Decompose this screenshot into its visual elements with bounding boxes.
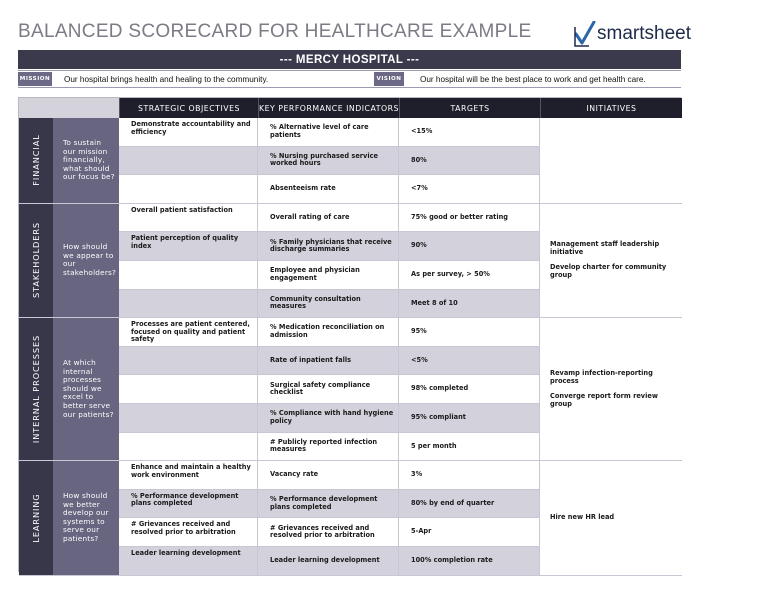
header-targets: TARGETS bbox=[399, 98, 540, 118]
perspective-text: LEARNING bbox=[31, 493, 41, 543]
strategic-objective-cell bbox=[119, 261, 258, 290]
smartsheet-logo bbox=[574, 20, 691, 48]
initiatives-cell bbox=[540, 204, 682, 318]
mission-text: Our hospital brings health and healing to the community. bbox=[64, 74, 269, 84]
initiatives-cell bbox=[540, 461, 682, 575]
logo-text: smartsheet bbox=[597, 23, 691, 44]
perspective-question: At which internal processes should we excel to better serve our patients? bbox=[53, 318, 119, 461]
kpi-cell: Overall rating of care bbox=[258, 204, 399, 233]
perspective-label bbox=[19, 204, 53, 318]
target-cell: 98% completed bbox=[399, 375, 540, 404]
strategic-objective-cell bbox=[119, 147, 258, 176]
target-cell: 5-Apr bbox=[399, 518, 540, 547]
strategic-objective-cell bbox=[119, 375, 258, 404]
target-cell: As per survey, > 50% bbox=[399, 261, 540, 290]
target-cell: <7% bbox=[399, 175, 540, 204]
perspective-question: How should we better develop our systems to serve our patients? bbox=[53, 461, 119, 575]
target-cell: 75% good or better rating bbox=[399, 204, 540, 233]
strategic-objective-cell: Leader learning development bbox=[119, 547, 258, 576]
kpi-cell: Surgical safety compliance checklist bbox=[258, 375, 399, 404]
perspective-question: How should we appear to our stakeholders? bbox=[53, 204, 119, 318]
checkmark-icon bbox=[574, 21, 596, 47]
initiative-item: Hire new HR lead bbox=[550, 513, 615, 522]
strategic-objective-cell: Overall patient satisfaction bbox=[119, 204, 258, 233]
vision-text: Our hospital will be the best place to work and get health care. bbox=[420, 74, 646, 84]
initiative-item: Revamp infection-reporting process bbox=[550, 369, 653, 385]
kpi-cell: % Compliance with hand hygiene policy bbox=[258, 404, 399, 433]
target-cell: 80% bbox=[399, 147, 540, 176]
mission-label: MISSION bbox=[18, 72, 52, 86]
strategic-objective-cell bbox=[119, 290, 258, 319]
perspective-text: FINANCIAL bbox=[31, 134, 41, 187]
initiatives-cell bbox=[540, 318, 682, 461]
header-kpis: KEY PERFORMANCE INDICATORS bbox=[258, 98, 399, 118]
kpi-cell: Community consultation measures bbox=[258, 290, 399, 319]
kpi-cell: Rate of inpatient falls bbox=[258, 347, 399, 376]
target-cell: 90% bbox=[399, 232, 540, 261]
perspective-question: To sustain our mission financially, what should our focus be? bbox=[53, 118, 119, 204]
scorecard-table bbox=[18, 97, 681, 572]
kpi-cell: % Nursing purchased service worked hours bbox=[258, 147, 399, 176]
kpi-cell: Absenteeism rate bbox=[258, 175, 399, 204]
target-cell: <15% bbox=[399, 118, 540, 147]
perspective-label bbox=[19, 318, 53, 461]
strategic-objective-cell: % Performance development plans completed bbox=[119, 490, 258, 519]
vision-label: VISION bbox=[374, 72, 404, 86]
kpi-cell: % Medication reconciliation on admission bbox=[258, 318, 399, 347]
target-cell: <5% bbox=[399, 347, 540, 376]
kpi-cell: Leader learning development bbox=[258, 547, 399, 576]
perspective-text: INTERNAL PROCESSES bbox=[31, 335, 41, 444]
strategic-objective-cell: # Grievances received and resolved prior to arbitration bbox=[119, 518, 258, 547]
strategic-objective-cell bbox=[119, 175, 258, 204]
target-cell: 5 per month bbox=[399, 433, 540, 462]
initiatives-cell bbox=[540, 118, 682, 204]
strategic-objective-cell: Processes are patient centered, focused on quality and patient safety bbox=[119, 318, 258, 347]
perspective-text: STAKEHOLDERS bbox=[31, 222, 41, 299]
initiative-item: Management staff leadership initiative bbox=[550, 240, 660, 256]
strategic-objective-cell: Enhance and maintain a healthy work environment bbox=[119, 461, 258, 490]
target-cell: Meet 8 of 10 bbox=[399, 290, 540, 319]
initiative-item: Develop charter for community group bbox=[550, 263, 667, 280]
initiative-item: Converge report form review group bbox=[550, 392, 658, 408]
header-initiatives: INITIATIVES bbox=[540, 98, 682, 118]
kpi-cell: % Alternative level of care patients bbox=[258, 118, 399, 147]
kpi-cell: % Family physicians that receive discharge summaries bbox=[258, 232, 399, 261]
strategic-objective-cell bbox=[119, 404, 258, 433]
perspective-label bbox=[19, 461, 53, 575]
kpi-cell: # Publicly reported infection measures bbox=[258, 433, 399, 462]
strategic-objective-cell: Demonstrate accountability and efficiency bbox=[119, 118, 258, 147]
header-spacer bbox=[19, 98, 119, 118]
kpi-cell: % Performance development plans completed bbox=[258, 490, 399, 519]
target-cell: 95% bbox=[399, 318, 540, 347]
strategic-objective-cell: Patient perception of quality index bbox=[119, 232, 258, 261]
kpi-cell: Vacancy rate bbox=[258, 461, 399, 490]
target-cell: 95% compliant bbox=[399, 404, 540, 433]
strategic-objective-cell bbox=[119, 433, 258, 462]
perspective-label bbox=[19, 118, 53, 204]
kpi-cell: # Grievances received and resolved prior to arbitration bbox=[258, 518, 399, 547]
page-title: BALANCED SCORECARD FOR HEALTHCARE EXAMPLE bbox=[18, 21, 532, 42]
target-cell: 3% bbox=[399, 461, 540, 490]
mission-vision-row bbox=[18, 70, 681, 88]
strategic-objective-cell bbox=[119, 347, 258, 376]
kpi-cell: Employee and physician engagement bbox=[258, 261, 399, 290]
target-cell: 80% by end of quarter bbox=[399, 490, 540, 519]
target-cell: 100% completion rate bbox=[399, 547, 540, 576]
header-strategic-objectives: STRATEGIC OBJECTIVES bbox=[119, 98, 258, 118]
hospital-name-bar: --- MERCY HOSPITAL --- bbox=[18, 50, 681, 69]
